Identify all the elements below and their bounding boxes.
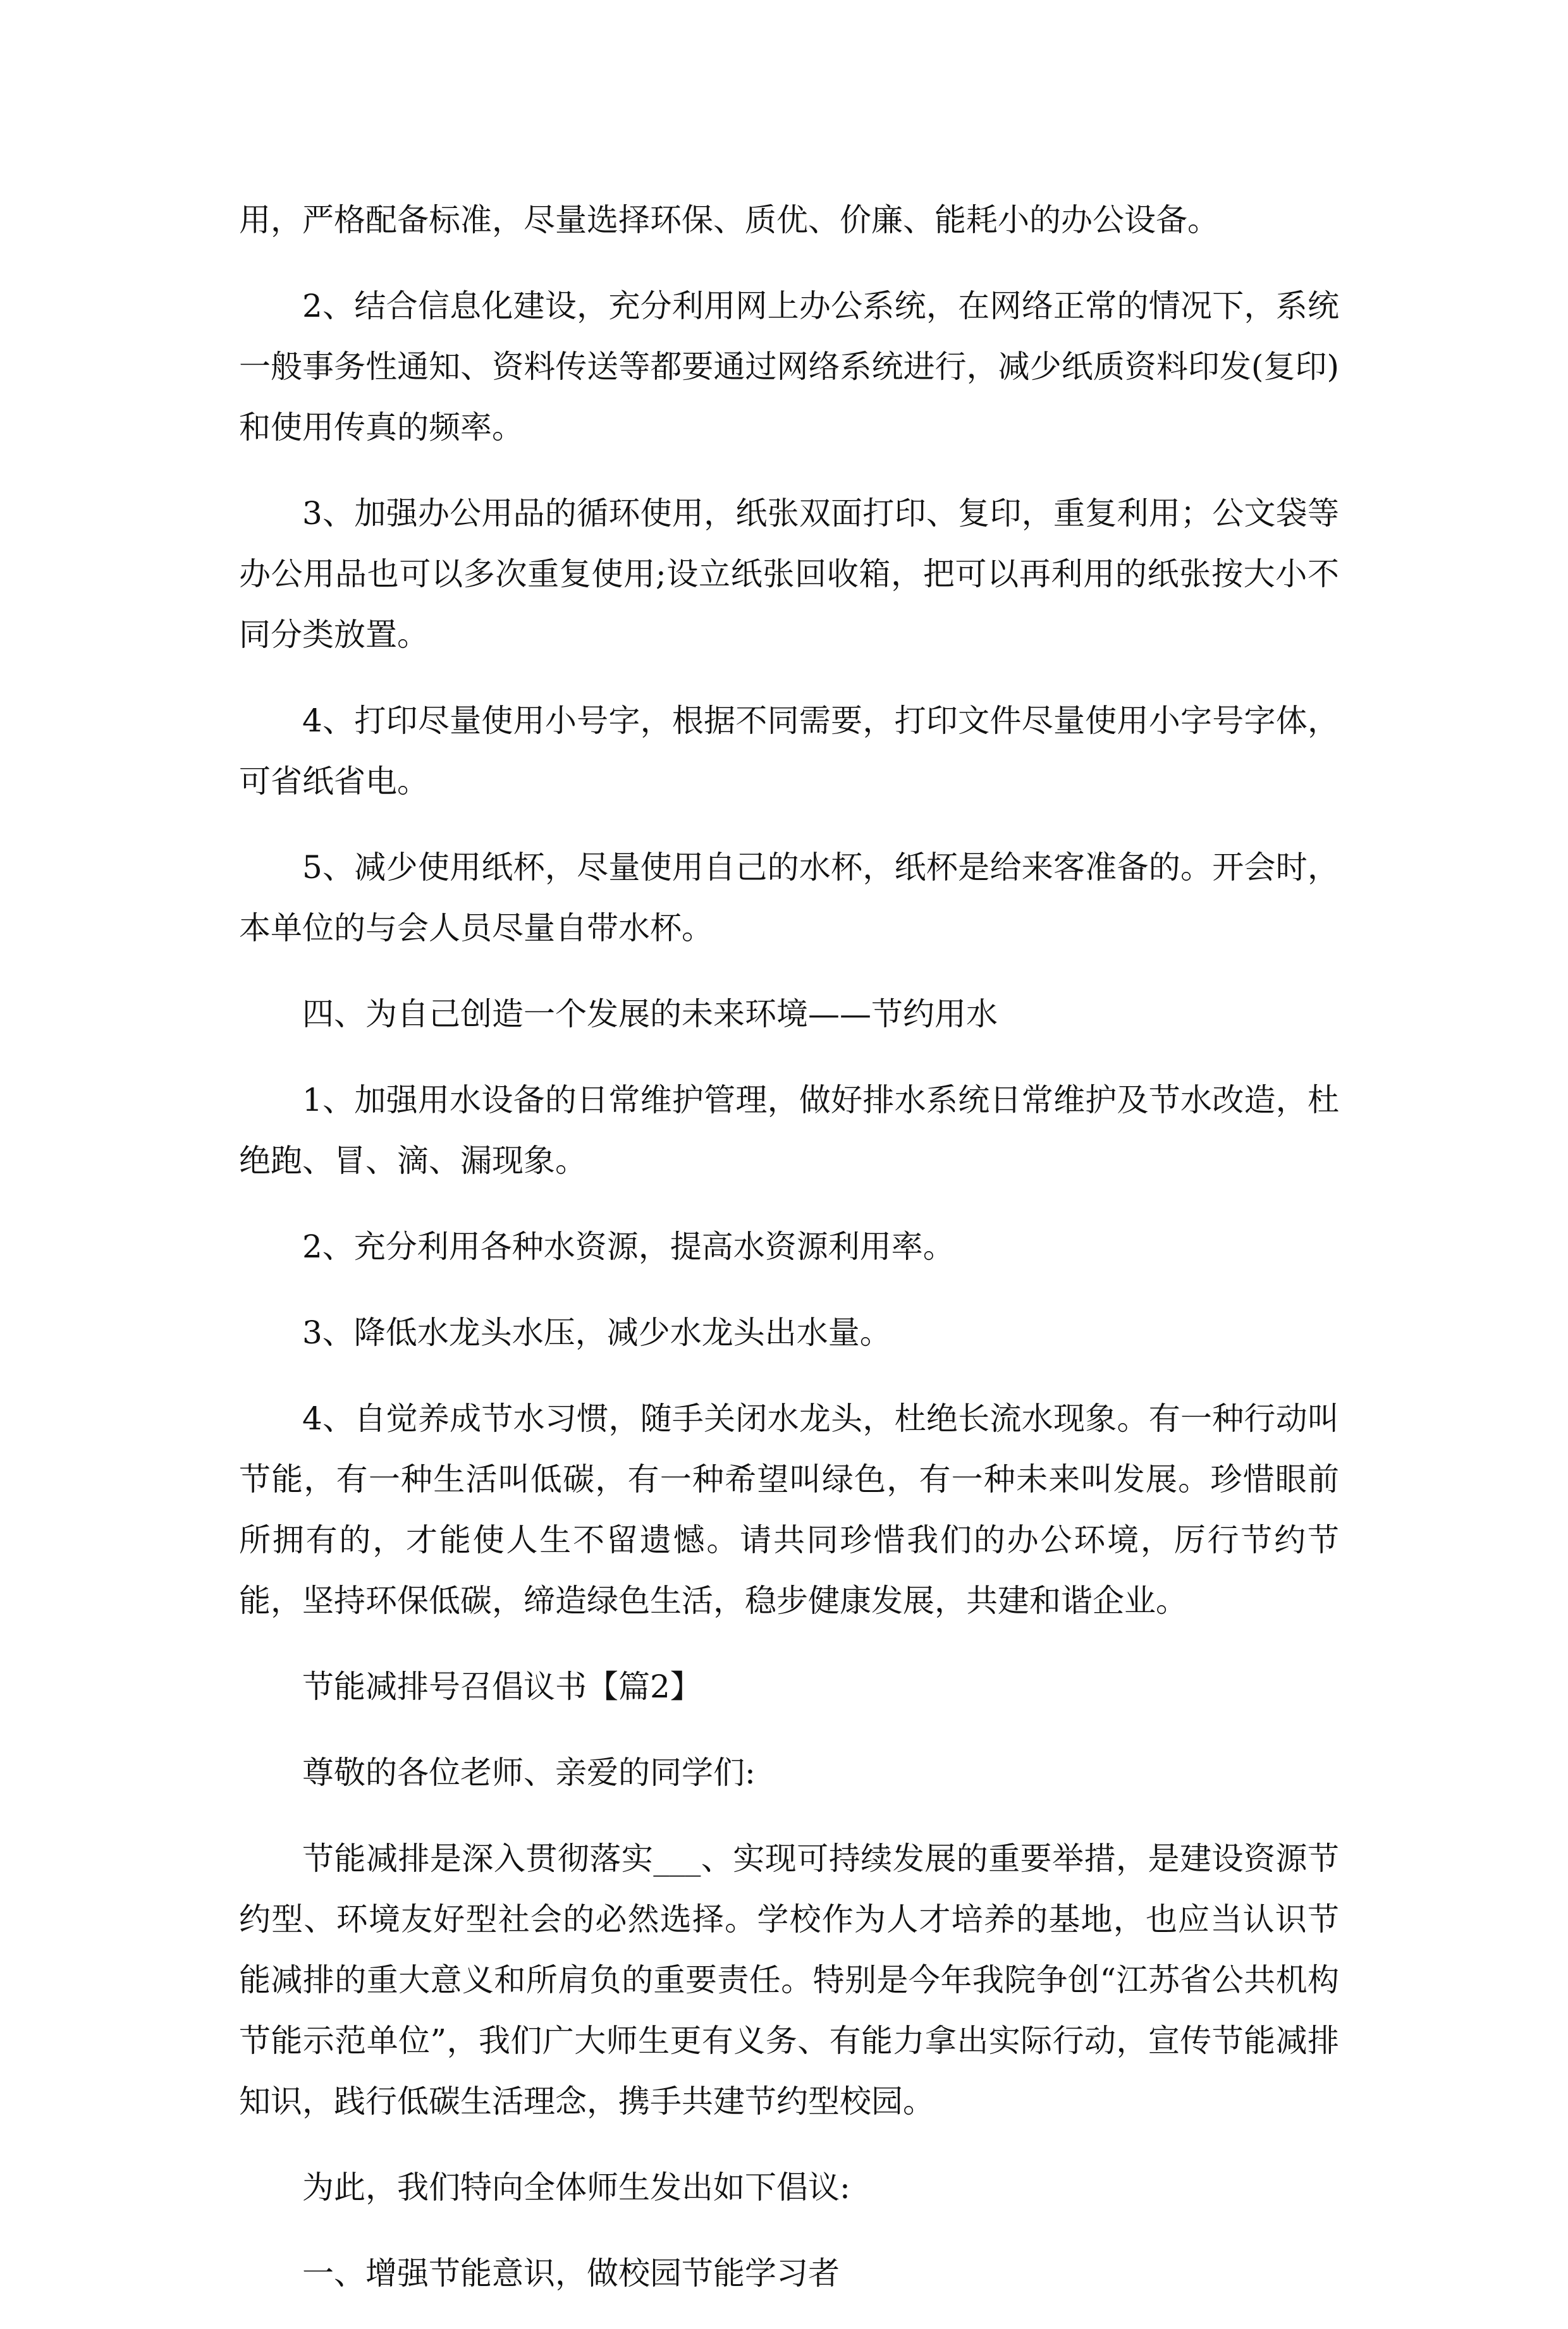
- section-heading-awareness: 一、增强节能意识，做校园节能学习者: [302, 2255, 840, 2292]
- paragraph-proposal-lead: 为此，我们特向全体师生发出如下倡议:: [302, 2169, 850, 2206]
- paragraph-water-pressure: 3、降低水龙头水压，减少水龙头出水量。: [302, 1314, 891, 1351]
- salutation: 尊敬的各位老师、亲爱的同学们:: [302, 1754, 756, 1791]
- paragraph-paper-cups: 5、减少使用纸杯，尽量使用自己的水杯，纸杯是给来客准备的。开会时，本单位的与会人员尽量自带水杯。: [239, 849, 1339, 946]
- article-title-part-2: 节能减排号召倡议书【篇2】: [302, 1668, 702, 1705]
- paragraph-water-habits: 4、自觉养成节水习惯，随手关闭水龙头，杜绝长流水现象。有一种行动叫节能，有一种生活叫低碳，有一种希望叫绿色，有一种未来叫发展。珍惜眼前所拥有的，才能使人生不留遗憾。请共同珍惜我们的办公环境，厉行节约节能，坚持环保低碳，缔造绿色生活，稳步健康发展，共建和谐企业。: [239, 1400, 1339, 1619]
- paragraph-online-office: 2、结合信息化建设，充分利用网上办公系统，在网络正常的情况下，系统一般事务性通知、资料传送等都要通过网络系统进行，减少纸质资料印发(复印)和使用传真的频率。: [239, 288, 1339, 446]
- paragraph-equipment-standard: 用，严格配备标准，尽量选择环保、质优、价廉、能耗小的办公设备。: [239, 202, 1219, 238]
- paragraph-small-font: 4、打印尽量使用小号字，根据不同需要，打印文件尽量使用小字号字体，可省纸省电。: [239, 702, 1339, 800]
- paragraph-water-resources: 2、充分利用各种水资源，提高水资源利用率。: [302, 1228, 955, 1265]
- section-heading-save-water: 四、为自己创造一个发展的未来环境——节约用水: [302, 996, 998, 1032]
- paragraph-recycle-supplies: 3、加强办公用品的循环使用，纸张双面打印、复印，重复利用；公文袋等办公用品也可以多次重复使用;设立纸张回收箱，把可以再利用的纸张按大小不同分类放置。: [239, 495, 1339, 653]
- paragraph-energy-saving-intro: 节能减排是深入贯彻落实___、实现可持续发展的重要举措，是建设资源节约型、环境友好型社会的必然选择。学校作为人才培养的基地，也应当认识节能减排的重大意义和所肩负的重要责任。特别是今年我院争创“江苏省公共机构节能示范单位”，我们广大师生更有义务、有能力拿出实际行动，宣传节能减排知识，践行低碳生活理念，携手共建节约型校园。: [239, 1840, 1339, 2120]
- document-body: [239, 190, 1339, 2329]
- paragraph-water-maintenance: 1、加强用水设备的日常维护管理，做好排水系统日常维护及节水改造，杜绝跑、冒、滴、漏现象。: [239, 1082, 1339, 1179]
